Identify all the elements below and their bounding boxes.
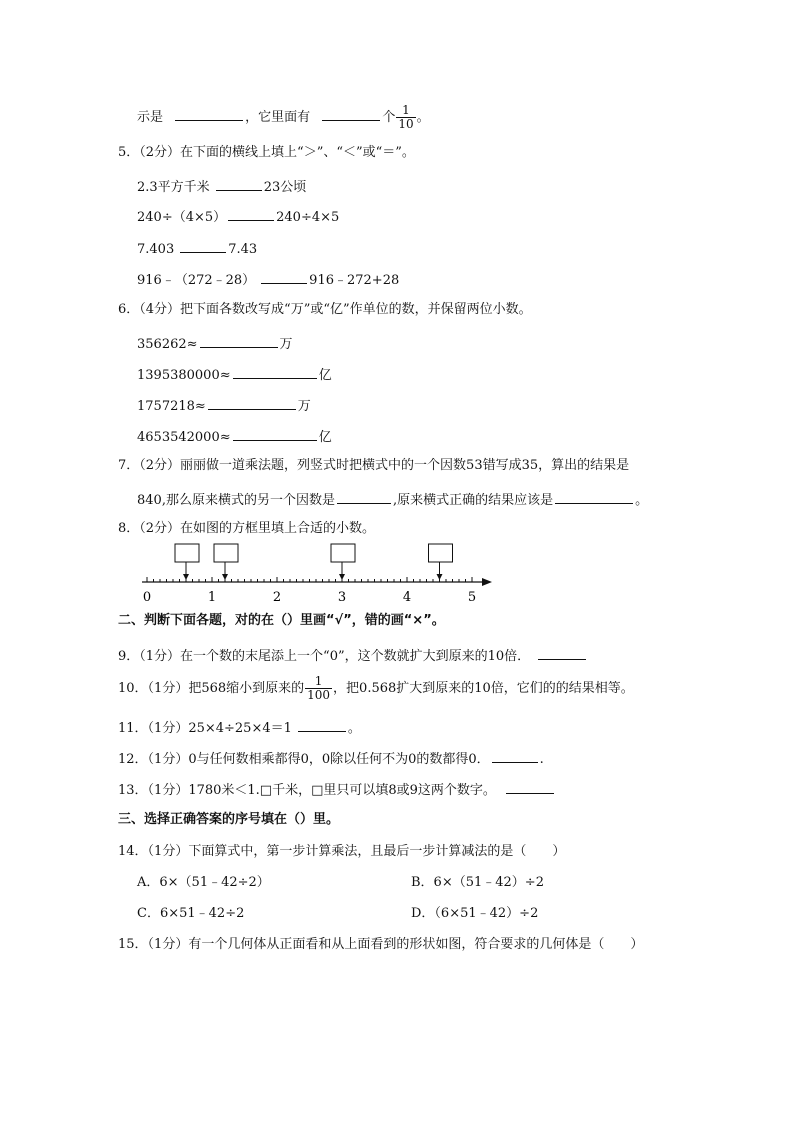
q6-blank-4[interactable] [233,426,317,441]
q4-fraction: $\frac{1}{10}$ [398,103,414,131]
q4-tail: 示是 ，它里面有 个 $\frac{1}{10}$ 。 [137,103,430,131]
number-line-figure [130,542,510,607]
q15-title: 15．（1分）有一个几何体从正面看和从上面看到的形状如图，符合要求的几何体是（ ） [118,937,644,952]
q12-answer-blank[interactable] [492,748,538,763]
answer-box[interactable] [175,544,199,562]
tick-label: 5 [467,590,477,605]
pointer-arrow-icon [222,574,228,580]
q6-title: 6．（4分）把下面各数改写成“万”或“亿”作单位的数，并保留两位小数。 [118,302,532,317]
q5-item-2: 240÷（4×5） 240÷4×5 [137,206,339,227]
q5-blank-3[interactable] [180,238,226,253]
q4-blank-1[interactable] [175,106,243,121]
q12: 12．（1分）0与任何数相乘都得0，0除以任何不为0的数都得0． . [118,748,544,769]
q11: 11．（1分）25×4÷25×4＝1 。 [118,717,361,738]
q14-option-a[interactable]: A．6×（51﹣42÷2） [137,875,270,890]
q9: 9．（1分）在一个数的末尾添上一个“0”，这个数就扩大到原来的10倍． [118,645,588,666]
tick-label: 3 [337,590,347,605]
tick-label: 2 [272,590,282,605]
q6-item-1: 356262≈ 万 [137,333,293,354]
q6-item-3: 1757218≈ 万 [137,395,311,416]
q5-item-3: 7.403 7.43 [137,238,257,259]
q5-title: 5．（2分）在下面的横线上填上“＞”、“＜”或“＝”。 [118,145,415,160]
q14-option-d[interactable]: D．（6×51﹣42）÷2 [411,906,539,921]
q7-blank-1[interactable] [337,489,391,504]
q5-item-4: 916﹣（272﹣28） 916﹣272+28 [137,269,399,290]
q9-answer-blank[interactable] [538,645,586,660]
q5-blank-2[interactable] [228,206,274,221]
q6-blank-3[interactable] [208,395,296,410]
q14-title: 14．（1分）下面算式中，第一步计算乘法，且最后一步计算减法的是（ ） [118,844,566,859]
q7-line2: 840,那么原来横式的另一个因数是 ,原来横式正确的结果应该是 。 [137,489,648,510]
tick-label: 1 [207,590,217,605]
tick-label: 0 [142,590,152,605]
q6-item-4: 4653542000≈ 亿 [137,426,332,447]
answer-box[interactable] [429,544,453,562]
q14-option-c[interactable]: C．6×51﹣42÷2 [137,906,245,921]
q8-title: 8．（2分）在如图的方框里填上合适的小数。 [118,521,376,536]
q11-answer-blank[interactable] [298,717,346,732]
q5-item-1: 2.3平方千米 23公顷 [137,176,306,197]
q5-blank-1[interactable] [216,176,262,191]
q4-blank-2[interactable] [322,106,380,121]
q13-answer-blank[interactable] [506,779,554,794]
q7-blank-2[interactable] [555,489,633,504]
pointer-arrow-icon [437,574,443,580]
q4-ge-text: 个 [382,110,396,125]
answer-box[interactable] [331,544,355,562]
q10: 10．（1分）把568缩小到原来的 $\frac{1}{100}$ ，把0.568扩大到原来的10倍，它们的的结果相等。 [118,674,634,702]
q6-item-2: 1395380000≈ 亿 [137,364,332,385]
section-2-title: 二、判断下面各题，对的在（）里画“√”，错的画“×”。 [118,613,445,628]
tick-label: 4 [402,590,412,605]
section-3-title: 三、选择正确答案的序号填在（）里。 [118,812,340,827]
answer-box[interactable] [214,544,238,562]
q6-blank-2[interactable] [233,364,317,379]
q14-option-b[interactable]: B．6×（51﹣42）÷2 [411,875,544,890]
q5-blank-4[interactable] [261,269,307,284]
q13: 13．（1分）1780米＜1.□千米，□里只可以填8或9这两个数字。 [118,779,556,800]
number-line-arrowhead [482,578,492,586]
pointer-arrow-icon [183,574,189,580]
q7-line1: 7．（2分）丽丽做一道乘法题，列竖式时把横式中的一个因数53错写成35，算出的结果是 [118,458,630,473]
q10-fraction: $\frac{1}{100}$ [307,674,331,702]
q6-blank-1[interactable] [200,333,278,348]
q4-mid-text: ，它里面有 [245,110,311,125]
q4-pre-text: 示是 [137,110,164,125]
pointer-arrow-icon [339,574,345,580]
